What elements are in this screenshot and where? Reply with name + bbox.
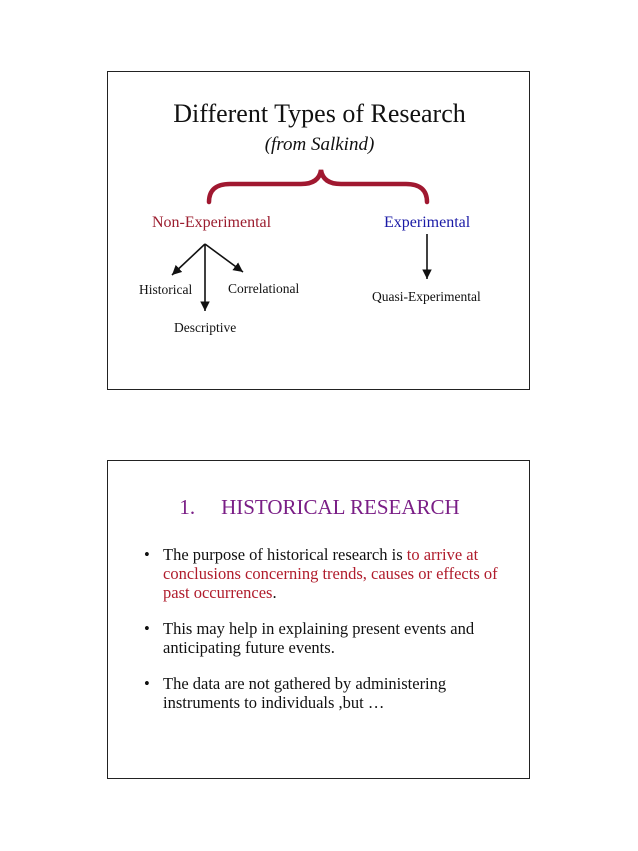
slide-title: Different Types of Research <box>173 99 466 128</box>
bullet-text: The data are not gathered by administering instruments to individuals ,but … <box>163 674 447 712</box>
non-experimental-label: Non-Experimental <box>152 214 272 231</box>
slide-historical-research <box>107 460 530 779</box>
bullet-icon: • <box>144 545 150 564</box>
descriptive-label: Descriptive <box>174 320 237 335</box>
bullet-text-end: . <box>272 583 277 602</box>
bullet-list <box>122 545 518 729</box>
arrow-to-historical <box>172 244 205 275</box>
section-number: 1. <box>179 495 196 519</box>
bullet-item <box>122 674 518 712</box>
curly-brace <box>209 170 427 202</box>
historical-label: Historical <box>139 282 193 297</box>
arrow-to-correlational <box>205 244 243 272</box>
quasi-experimental-label: Quasi-Experimental <box>372 289 481 304</box>
bullet-item <box>122 619 518 657</box>
slide-subtitle: (from Salkind) <box>264 134 375 155</box>
experimental-label: Experimental <box>384 214 471 231</box>
bullet-highlight: to arrive at conclusions concerning trends, causes or effects of past occurrences <box>163 545 498 602</box>
bullet-icon: • <box>144 619 150 638</box>
correlational-label: Correlational <box>228 281 300 296</box>
bullet-item <box>122 545 518 602</box>
bullet-text: The purpose of historical research is <box>163 545 407 564</box>
slide-types-of-research <box>107 71 530 390</box>
bullet-icon: • <box>144 674 150 693</box>
slide-title <box>108 495 531 520</box>
bullet-text: This may help in explaining present events and anticipating future events. <box>163 619 475 657</box>
section-heading: HISTORICAL RESEARCH <box>221 495 460 519</box>
